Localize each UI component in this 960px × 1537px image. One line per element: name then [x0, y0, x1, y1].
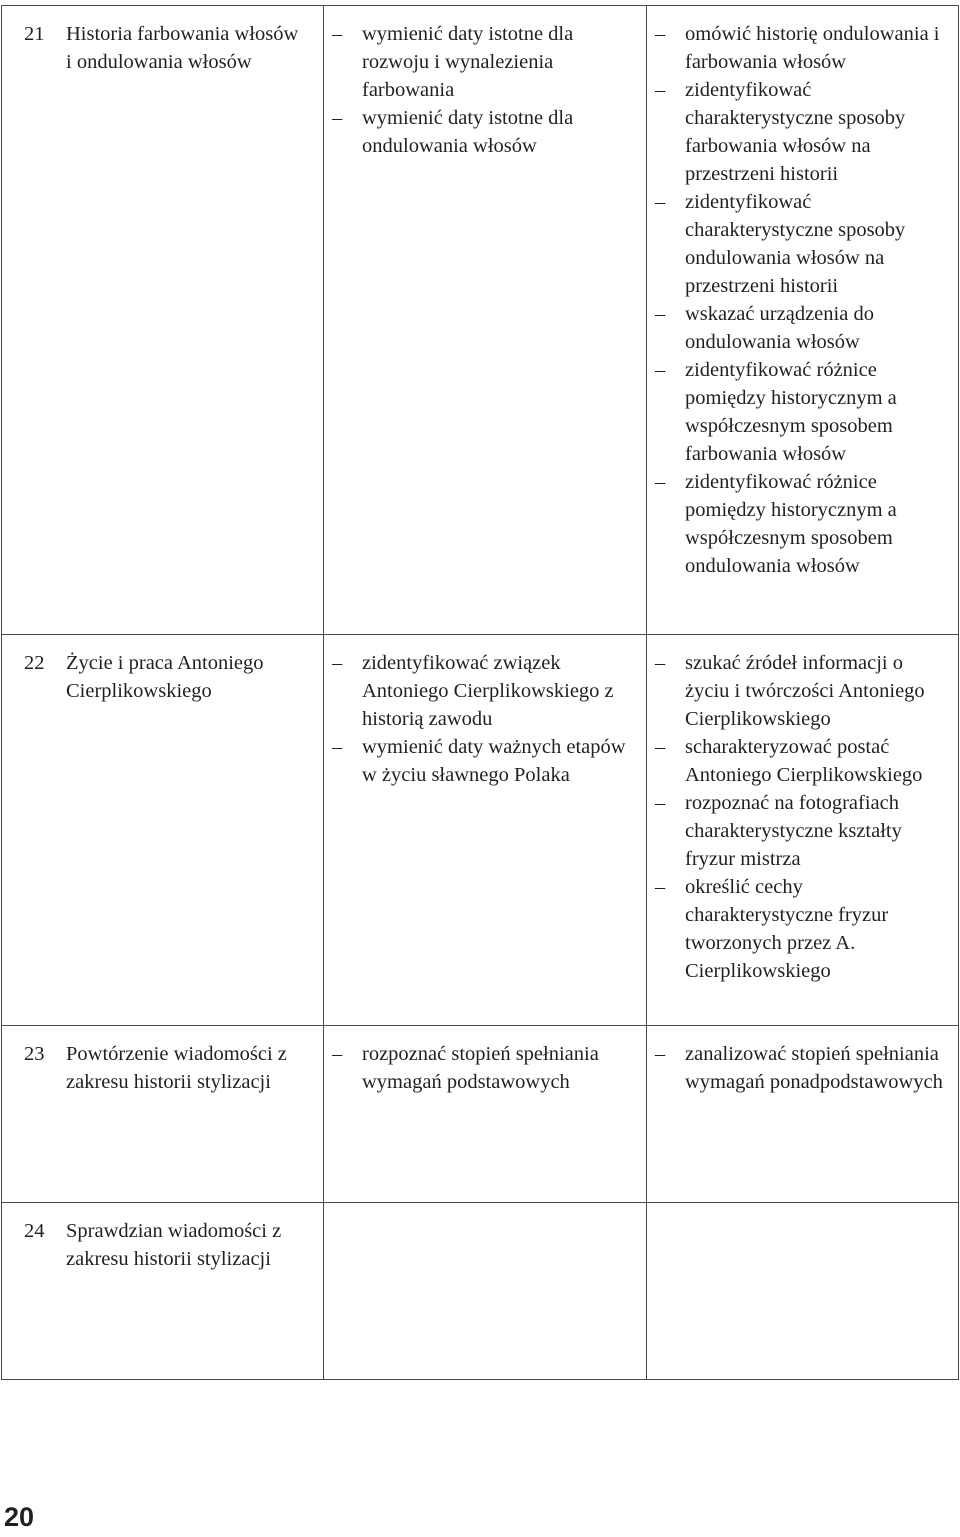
requirements-list	[653, 649, 950, 985]
basic-requirements-cell	[324, 6, 647, 635]
page-number: 20	[4, 1502, 35, 1532]
curriculum-table	[1, 5, 959, 1380]
list-item: – omówić historię ondulowania i farbowania włosów	[653, 20, 950, 76]
topic-cell	[2, 6, 324, 635]
list-item: – wymienić daty ważnych etapów w życiu sławnego Polaka	[330, 733, 638, 789]
list-item: – scharakteryzować postać Antoniego Cierplikowskiego	[653, 733, 950, 789]
lesson-number: 24	[24, 1220, 45, 1242]
lesson-topic: Historia farbowania włosów i ondulowania włosów	[66, 23, 299, 73]
dash-bullet: –	[655, 191, 666, 213]
topic-cell	[2, 635, 324, 1026]
list-item: – zidentyfikować różnice pomiędzy historycznym a współczesnym sposobem ondulowania włosów	[653, 468, 950, 580]
list-item: – zidentyfikować związek Antoniego Cierplikowskiego z historią zawodu	[330, 649, 638, 733]
topic-cell	[2, 1203, 324, 1380]
list-item: – zidentyfikować charakterystyczne sposoby farbowania włosów na przestrzeni historii	[653, 76, 950, 188]
dash-bullet: –	[655, 471, 666, 493]
list-item: – wymienić daty istotne dla rozwoju i wynalezienia farbowania	[330, 20, 638, 104]
basic-requirements-cell	[324, 1203, 647, 1380]
dash-bullet: –	[332, 652, 343, 674]
list-item: – rozpoznać na fotografiach charakterystyczne kształty fryzur mistrza	[653, 789, 950, 873]
list-item: – określić cechy charakterystyczne fryzur tworzonych przez A. Cierplikowskiego	[653, 873, 950, 985]
dash-bullet: –	[655, 736, 666, 758]
lesson-topic: Życie i praca Antoniego Cierplikowskiego	[66, 652, 264, 702]
dash-bullet: –	[655, 23, 666, 45]
table-row	[2, 1026, 959, 1203]
table-row	[2, 635, 959, 1026]
dash-bullet: –	[332, 107, 343, 129]
table-row	[2, 6, 959, 635]
extended-requirements-cell	[647, 1203, 959, 1380]
requirements-list	[330, 1040, 638, 1096]
list-item: – zidentyfikować różnice pomiędzy historycznym a współczesnym sposobem farbowania włosów	[653, 356, 950, 468]
dash-bullet: –	[655, 1043, 666, 1065]
lesson-number: 23	[24, 1043, 45, 1065]
basic-requirements-cell	[324, 1026, 647, 1203]
requirements-list	[330, 20, 638, 160]
lesson-topic: Sprawdzian wiadomości z zakresu historii stylizacji	[66, 1220, 282, 1270]
dash-bullet: –	[332, 736, 343, 758]
dash-bullet: –	[655, 652, 666, 674]
dash-bullet: –	[655, 876, 666, 898]
list-item: – zanalizować stopień spełniania wymagań ponadpodstawowych	[653, 1040, 950, 1096]
requirements-list	[653, 20, 950, 580]
lesson-number: 21	[24, 23, 45, 45]
list-item: – szukać źródeł informacji o życiu i twórczości Antoniego Cierplikowskiego	[653, 649, 950, 733]
requirements-list	[330, 649, 638, 789]
table-row	[2, 1203, 959, 1380]
extended-requirements-cell	[647, 6, 959, 635]
lesson-topic: Powtórzenie wiadomości z zakresu historii stylizacji	[66, 1043, 287, 1093]
list-item: – wymienić daty istotne dla ondulowania włosów	[330, 104, 638, 160]
extended-requirements-cell	[647, 635, 959, 1026]
dash-bullet: –	[655, 303, 666, 325]
requirements-list	[653, 1040, 950, 1096]
extended-requirements-cell	[647, 1026, 959, 1203]
list-item: – rozpoznać stopień spełniania wymagań podstawowych	[330, 1040, 638, 1096]
dash-bullet: –	[655, 359, 666, 381]
dash-bullet: –	[332, 1043, 343, 1065]
topic-cell	[2, 1026, 324, 1203]
list-item: – wskazać urządzenia do ondulowania włosów	[653, 300, 950, 356]
dash-bullet: –	[655, 792, 666, 814]
basic-requirements-cell	[324, 635, 647, 1026]
list-item: – zidentyfikować charakterystyczne sposoby ondulowania włosów na przestrzeni historii	[653, 188, 950, 300]
dash-bullet: –	[655, 79, 666, 101]
lesson-number: 22	[24, 652, 45, 674]
dash-bullet: –	[332, 23, 343, 45]
